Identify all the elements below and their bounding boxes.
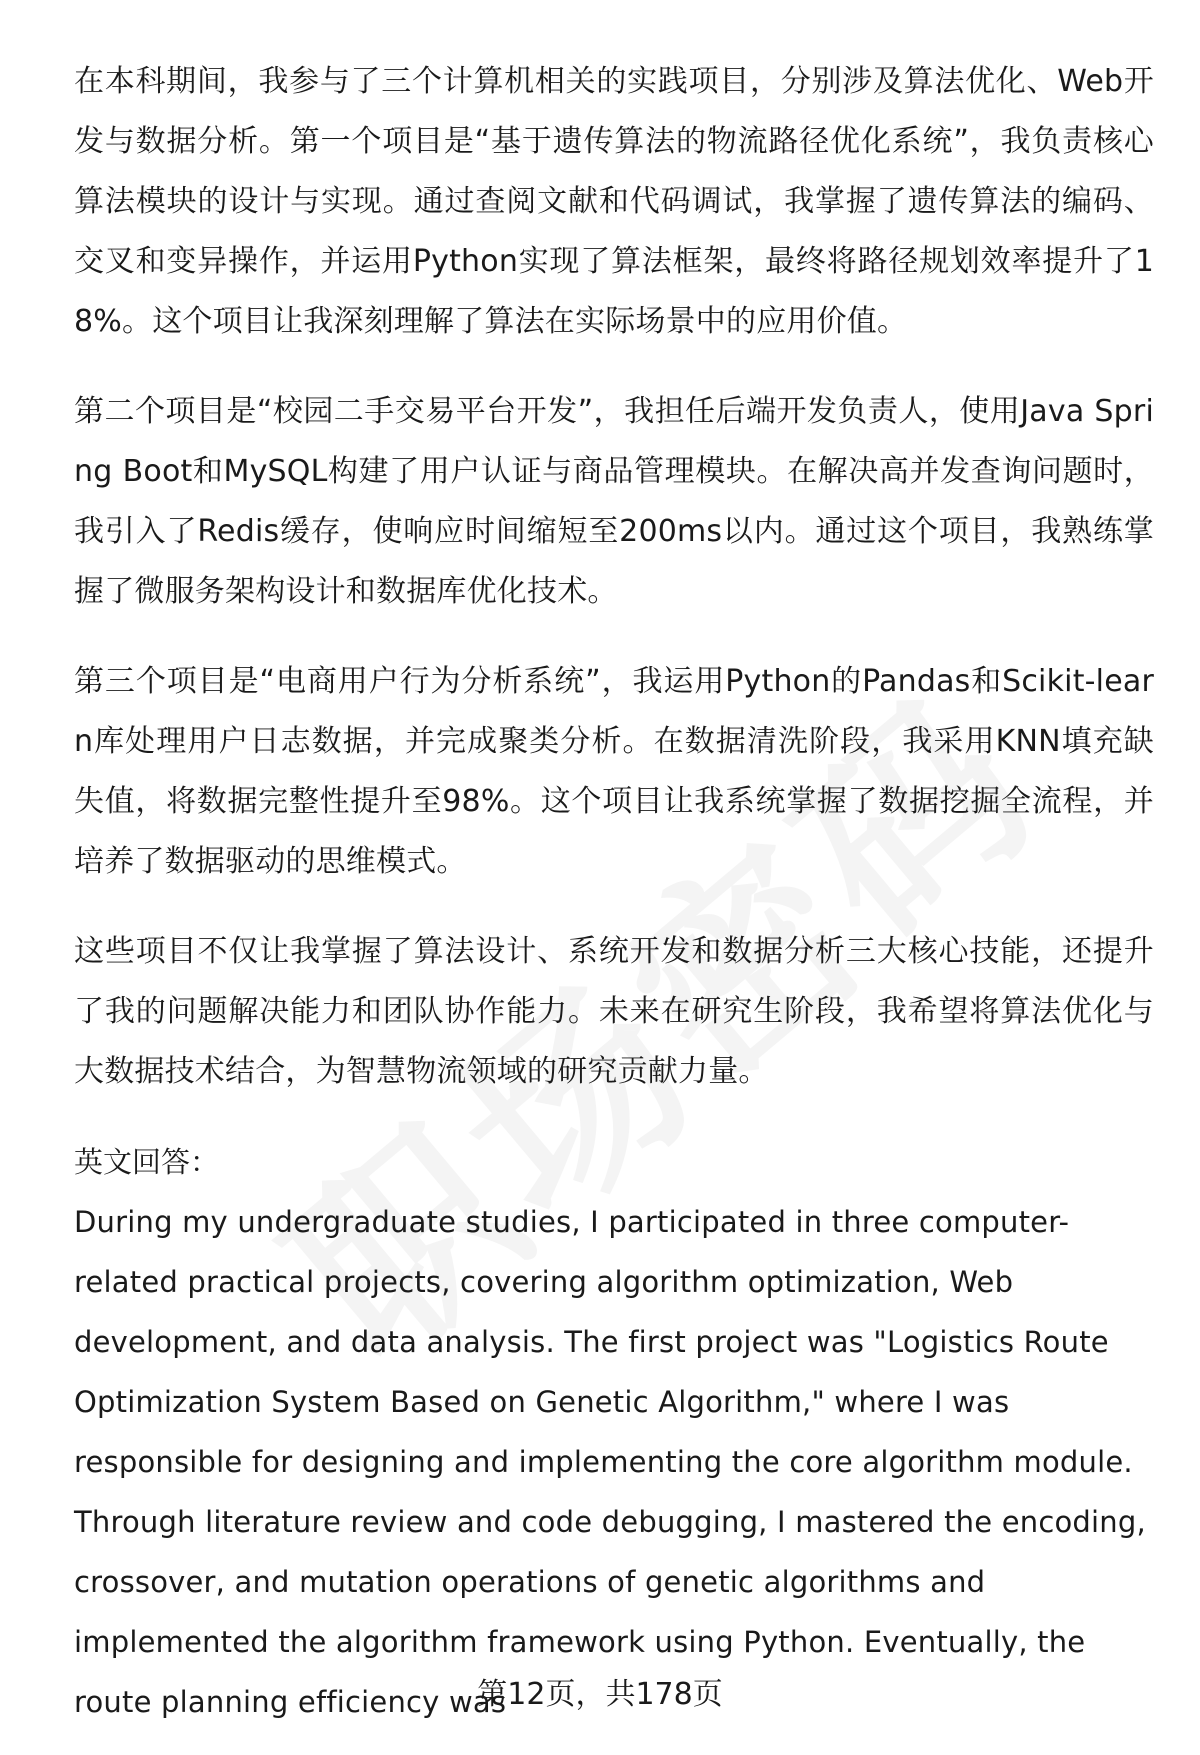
paragraph-zh-1: 在本科期间，我参与了三个计算机相关的实践项目，分别涉及算法优化、Web开发与数据分析。第一个项目是“基于遗传算法的物流路径优化系统”，我负责核心算法模块的设计与实现。通过查阅文献和代码调试，我掌握了遗传算法的编码、交叉和变异操作，并运用Python实现了算法框架，最终将路径规划效率提升了18%。这个项目让我深刻理解了算法在实际场景中的应用价值。 [74,64,1154,339]
paragraph-zh-3: 第三个项目是“电商用户行为分析系统”，我运用Python的Pandas和Scikit-learn库处理用户日志数据，并完成聚类分析。在数据清洗阶段，我采用KNN填充缺失值，将数据完整性提升至98%。这个项目让我系统掌握了数据挖掘全流程，并培养了数据驱动的思维模式。 [74,664,1154,879]
english-answer-label: 英文回答： [74,1145,220,1179]
document-body [74,52,1154,1732]
paragraph-en-1: During my undergraduate studies, I participated in three computer-related practical projects, covering algorithm optimization, Web development, and data analysis. The first project was "Logistics Route Optimization System Based on Genetic Algorithm," where I was responsible for designing and implementing the core algorithm module. Through literature review and code debugging, I mastered the encoding, crossover, and mutation operations of genetic algorithms and implemented the algorithm framework using Python. Eventually, the route planning efficiency was [74,1205,1146,1719]
page-number-footer: 第12页，共178页 [477,1677,723,1712]
paragraph-zh-2: 第二个项目是“校园二手交易平台开发”，我担任后端开发负责人，使用Java Spring Boot和MySQL构建了用户认证与商品管理模块。在解决高并发查询问题时，我引入了Redis缓存，使响应时间缩短至200ms以内。通过这个项目，我熟练掌握了微服务架构设计和数据库优化技术。 [74,394,1154,609]
paragraph-zh-4: 这些项目不仅让我掌握了算法设计、系统开发和数据分析三大核心技能，还提升了我的问题解决能力和团队协作能力。未来在研究生阶段，我希望将算法优化与大数据技术结合，为智慧物流领域的研究贡献力量。 [74,934,1154,1089]
